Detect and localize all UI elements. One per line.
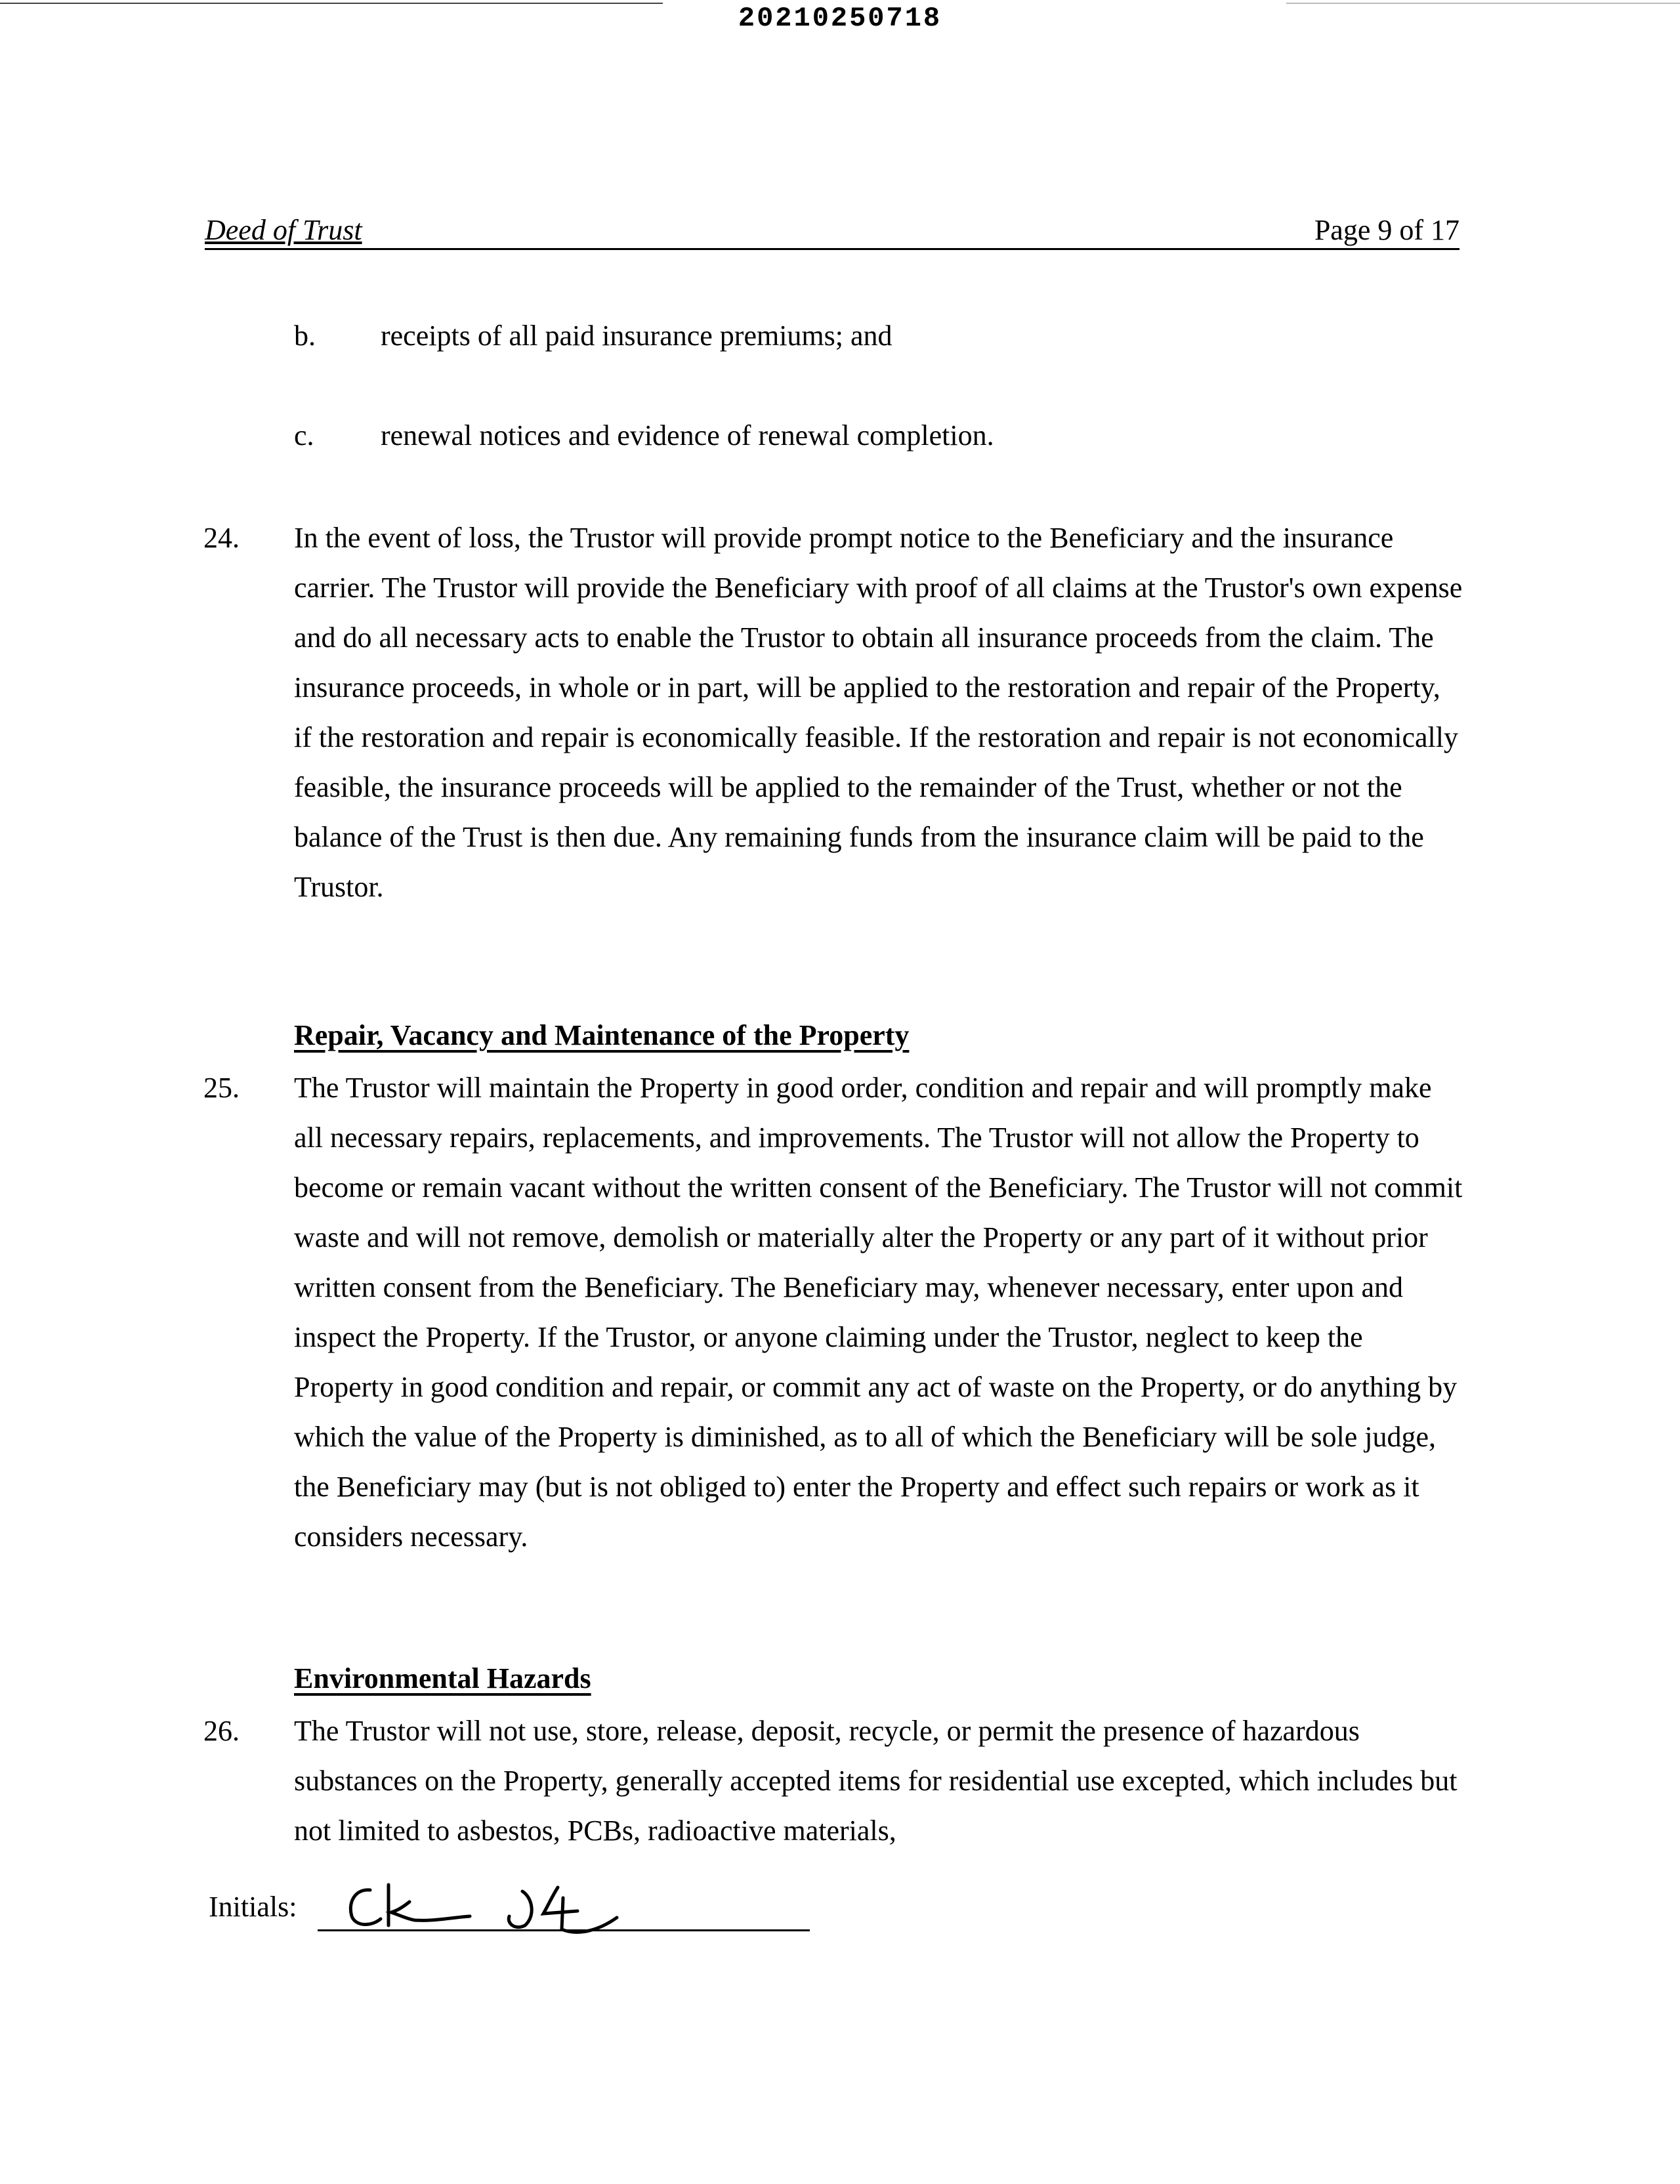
handwritten-initials-signature [341, 1878, 643, 1937]
list-item-marker: c. [294, 419, 314, 452]
list-item-text: renewal notices and evidence of renewal completion. [381, 419, 994, 452]
initials-label: Initials: [209, 1891, 297, 1923]
paragraph-text: The Trustor will not use, store, release, deposit, recycle, or permit the presence of hazardous substances on the Property, generally accepted items for residential use excepted, which includes but not limited to asbestos, PCBs, radioactive materials, [294, 1715, 1458, 1847]
paragraph-number: 26. [203, 1715, 240, 1747]
paragraph-24 [203, 513, 1463, 912]
document-title: Deed of Trust [205, 214, 362, 247]
paragraph-text: In the event of loss, the Trustor will provide prompt notice to the Beneficiary and the insurance carrier. The Trustor will provide the Beneficiary with proof of all claims at the Trustor's own expense and do all necessary acts to enable the Trustor to obtain all insurance proceeds from the claim. The insurance proceeds, in whole or in part, will be applied to the restoration and repair of the Property, if the restoration and repair is economically feasible. If the restoration and repair is not economically feasible, the insurance proceeds will be applied to the remainder of the Trust, whether or not the balance of the Trust is then due. Any remaining funds from the insurance claim will be paid to the Trustor. [294, 522, 1463, 903]
page-header [205, 209, 1460, 250]
paragraph-number: 25. [203, 1072, 240, 1104]
section-heading-environmental: Environmental Hazards [294, 1662, 591, 1694]
paragraph-number: 24. [203, 522, 240, 554]
list-item-marker: b. [294, 320, 316, 352]
document-number: 20210250718 [738, 3, 942, 34]
list-item-text: receipts of all paid insurance premiums; and [381, 320, 892, 352]
page-number: Page 9 of 17 [1314, 214, 1460, 247]
section-heading-repair: Repair, Vacancy and Maintenance of the Property [294, 1019, 910, 1051]
paragraph-25 [203, 1063, 1463, 1562]
paragraph-26 [203, 1706, 1463, 1856]
paragraph-text: The Trustor will maintain the Property in good order, condition and repair and will promptly make all necessary repairs, replacements, and improvements. The Trustor will not allow the Property to become or remain vacant without the written consent of the Beneficiary. The Trustor will not commit waste and will not remove, demolish or materially alter the Property or any part of it without prior written consent from the Beneficiary. The Beneficiary may, whenever necessary, enter upon and inspect the Property. If the Trustor, or anyone claiming under the Trustor, neglect to keep the Property in good condition and repair, or commit any act of waste on the Property, or do anything by which the value of the Property is diminished, as to all of which the Beneficiary will be sole judge, the Beneficiary may (but is not obliged to) enter the Property and effect such repairs or work as it considers necessary. [294, 1072, 1463, 1553]
